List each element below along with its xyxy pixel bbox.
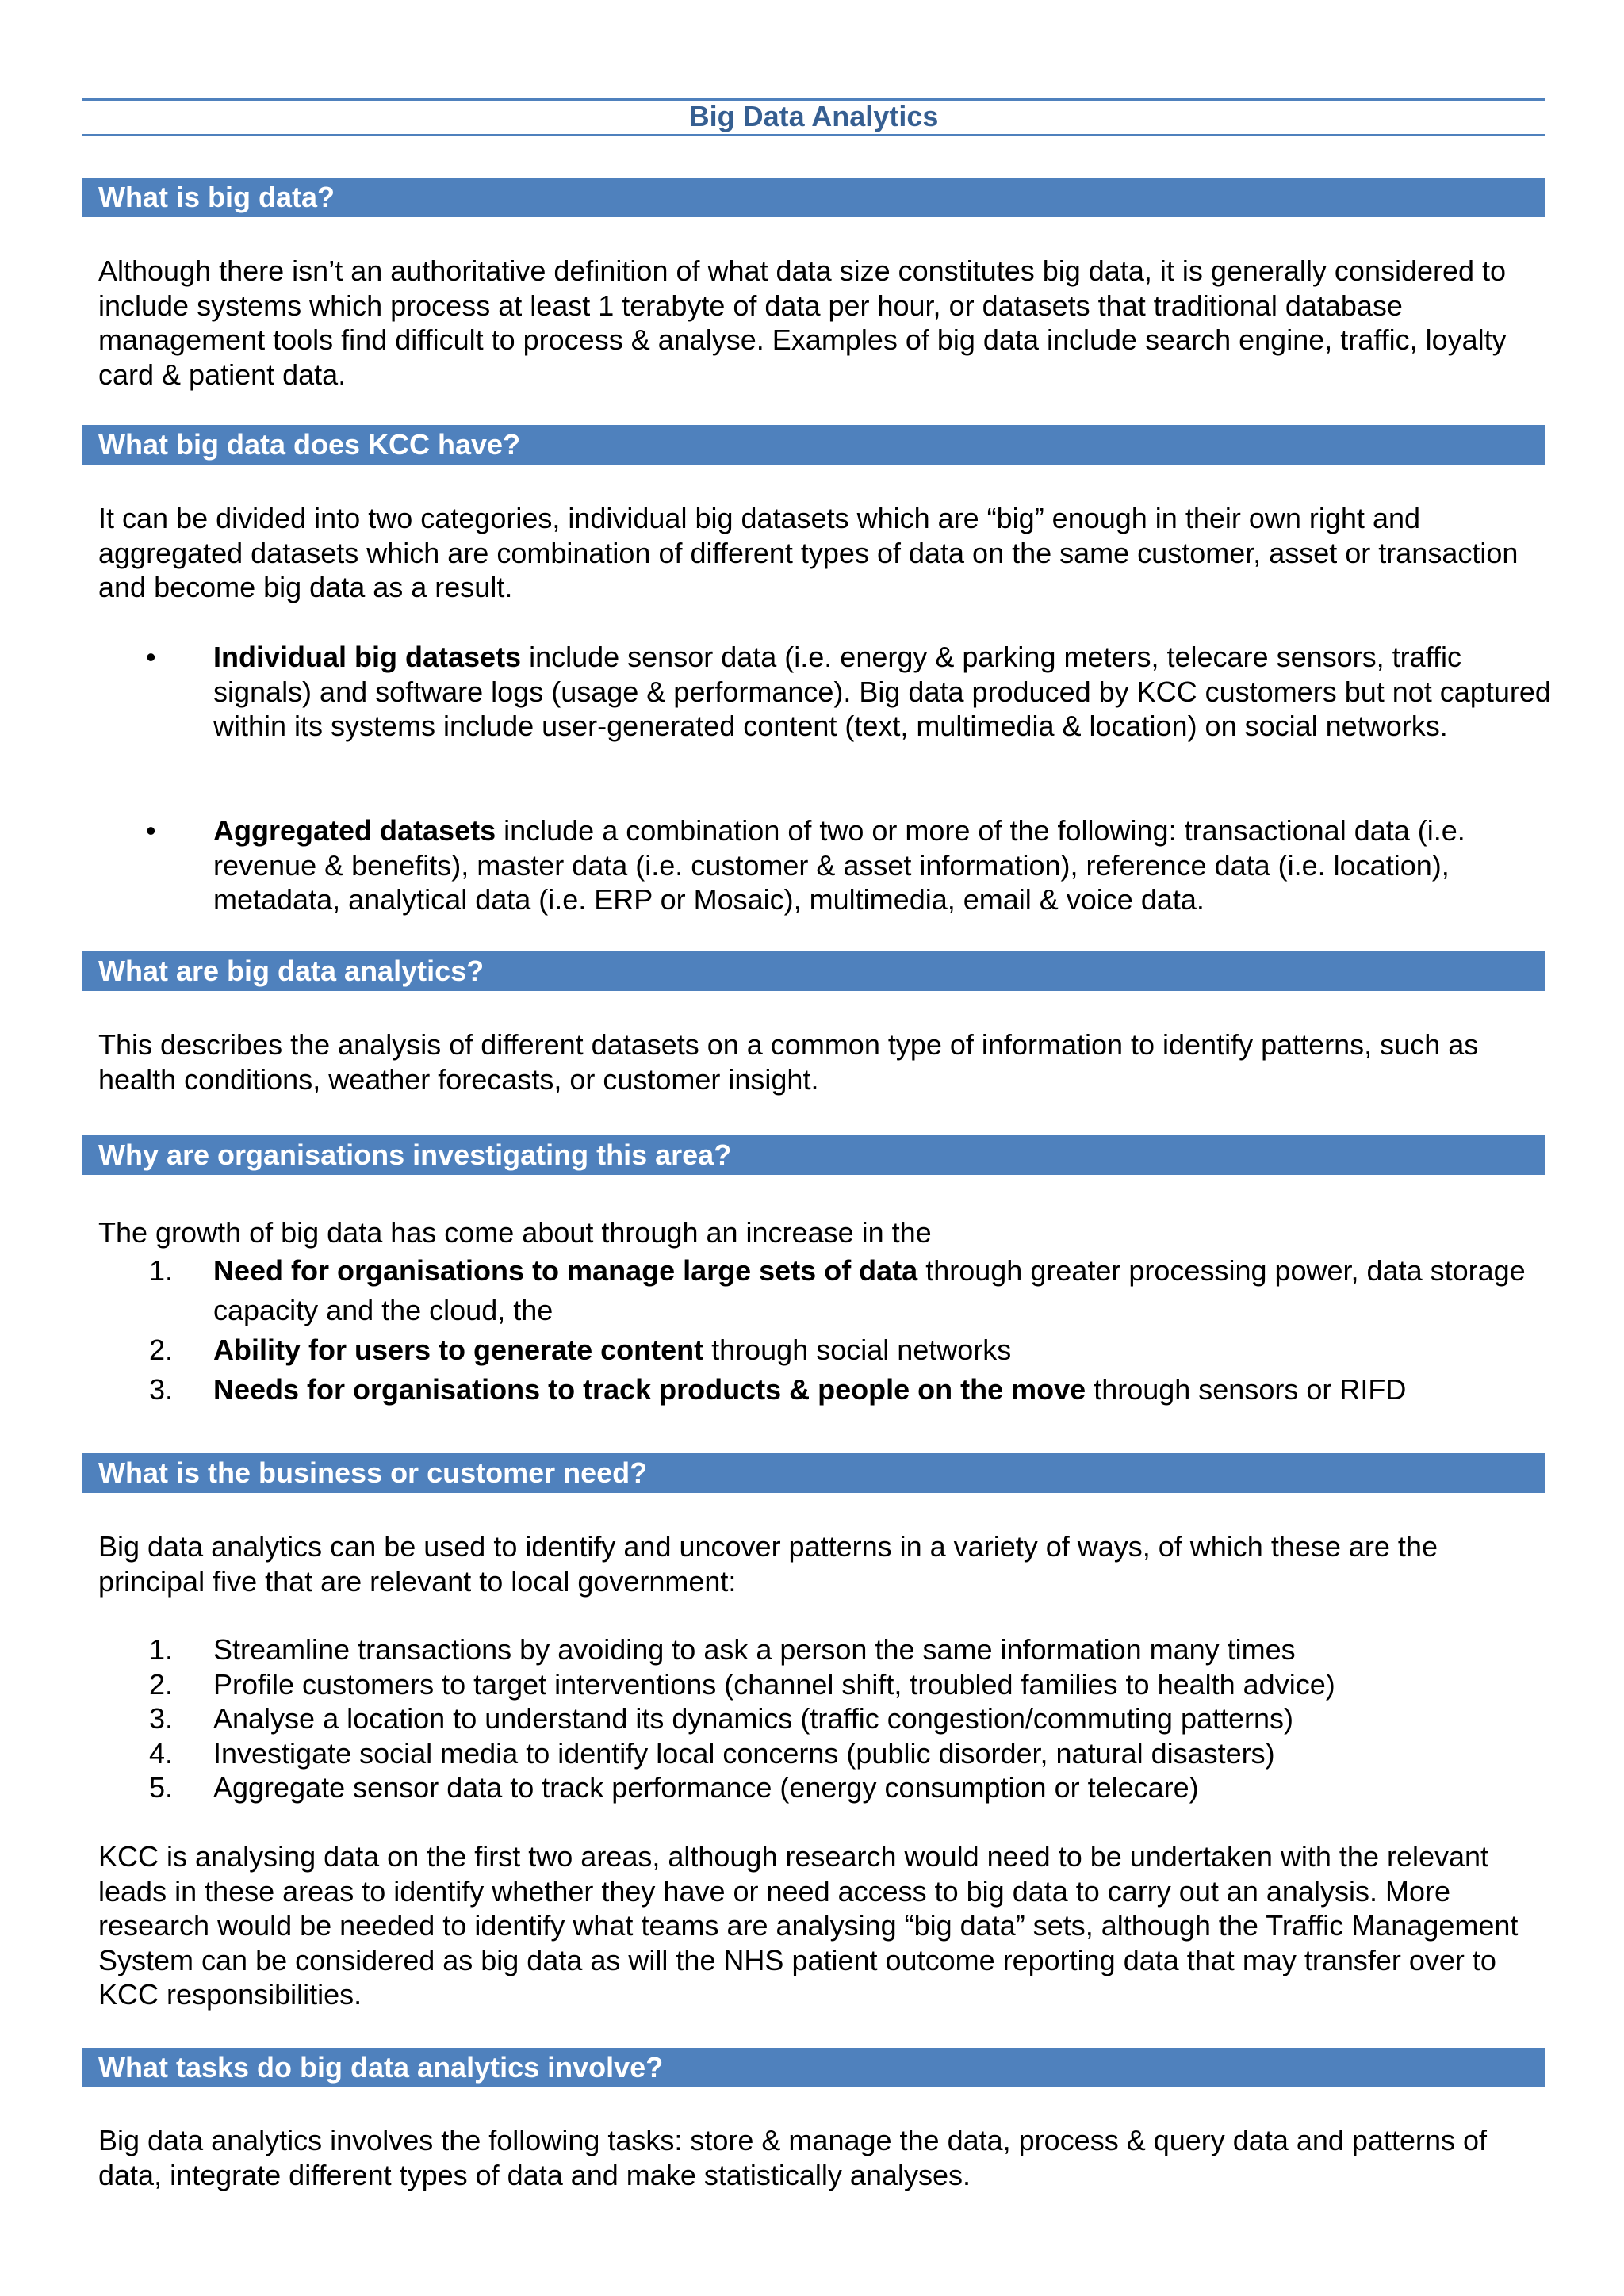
item-body [213, 1251, 1553, 1330]
item-number: 4. [149, 1736, 174, 1770]
item-number: 1. [149, 1633, 174, 1666]
item-number: 3. [149, 1702, 174, 1735]
paragraph-growth-intro: The growth of big data has come about through an increase in the [98, 1216, 932, 1249]
paragraph-kcc-analysis: KCC is analysing data on the first two areas, although research would need to be undertaken with the relevant leads in these areas to identify whether they have or need access to big data to carry out an analysis. More research would be needed to identify what teams are analysing “big data” sets, although the Traffic Management System can be considered as big data as will the NHS patient outcome reporting data that may transfer over to KCC responsibilities. [98, 1840, 1519, 2011]
item-text: through greater processing power, data storage capacity and the cloud, the [213, 1254, 1526, 1326]
paragraph-big-data-definition: Although there isn’t an authoritative definition of what data size constitutes big data, it is generally considered to include systems which process at least 1 terabyte of data per hour, or datasets that traditional database management tools find difficult to process & analyse. Examples of big data include search engine, traffic, loyalty card & patient data. [98, 254, 1507, 391]
item-body [213, 1370, 1553, 1410]
paragraph-analytics-tasks: Big data analytics involves the following tasks: store & manage the data, process & query data and patterns of data, integrate different types of data and make statistically analyses. [98, 2124, 1488, 2191]
item-number: 1. [149, 1254, 174, 1287]
section-heading-big-data-analytics: What are big data analytics? [82, 951, 1545, 991]
paragraph-kcc-categories: It can be divided into two categories, individual big datasets which are “big” enough in their own right and aggregated datasets which are combination of different types of data on the same customer, asset or transaction and become big data as a result. [98, 502, 1519, 603]
item-number: 2. [149, 1334, 174, 1366]
item-text: Streamline transactions by avoiding to ask a person the same information many times [213, 1633, 1296, 1666]
item-bold-term: Ability for users to generate content [213, 1334, 704, 1366]
item-bold-term: Need for organisations to manage large sets of data [213, 1254, 918, 1287]
section-heading-business-need: What is the business or customer need? [82, 1453, 1545, 1493]
item-body [213, 1330, 1553, 1370]
bullet-bold-term: Individual big datasets [213, 641, 522, 673]
item-text: Investigate social media to identify local concerns (public disorder, natural disasters) [213, 1736, 1275, 1770]
section-heading-what-is-big-data: What is big data? [82, 178, 1545, 217]
paragraph-patterns-intro: Big data analytics can be used to identify and uncover patterns in a variety of ways, of which these are the principal five that are relevant to local government: [98, 1530, 1438, 1598]
section-heading-kcc-big-data: What big data does KCC have? [82, 425, 1545, 465]
paragraph-analytics-description: This describes the analysis of different datasets on a common type of information to identify patterns, such as health conditions, weather forecasts, or customer insight. [98, 1028, 1479, 1096]
bullet-text: include a combination of two or more of the following: transactional data (i.e. revenue & benefits), master data (i.e. customer & asset information), reference data (i.e. location), metadata, analytical data (i.e. ERP or Mosaic), multimedia, email & voice data. [213, 814, 1465, 916]
bullet-mark: • [146, 641, 156, 673]
bullet-bold-term: Aggregated datasets [213, 814, 496, 847]
item-text: Aggregate sensor data to track performance (energy consumption or telecare) [213, 1771, 1199, 1804]
bullet-body [213, 813, 1553, 917]
document-page [82, 0, 1551, 2296]
item-number: 5. [149, 1771, 174, 1804]
item-bold-term: Needs for organisations to track products & people on the move [213, 1373, 1086, 1406]
section-heading-why-investigating: Why are organisations investigating this area? [82, 1135, 1545, 1175]
bullet-body [213, 640, 1553, 744]
item-text: Analyse a location to understand its dynamics (traffic congestion/commuting patterns) [213, 1702, 1294, 1735]
item-number: 3. [149, 1373, 174, 1406]
item-text: through sensors or RIFD [1086, 1373, 1407, 1406]
item-text: through social networks [703, 1334, 1012, 1366]
document-title: Big Data Analytics [82, 98, 1545, 136]
item-number: 2. [149, 1667, 174, 1701]
bullet-text: include sensor data (i.e. energy & parking meters, telecare sensors, traffic signals) and software logs (usage & performance). Big data produced by KCC customers but not captured within its systems include user-generated content (text, multimedia & location) on social networks. [213, 641, 1551, 742]
item-text: Profile customers to target interventions (channel shift, troubled families to health advice) [213, 1667, 1335, 1701]
bullet-mark: • [146, 814, 156, 847]
section-heading-analytics-tasks: What tasks do big data analytics involve? [82, 2048, 1545, 2087]
